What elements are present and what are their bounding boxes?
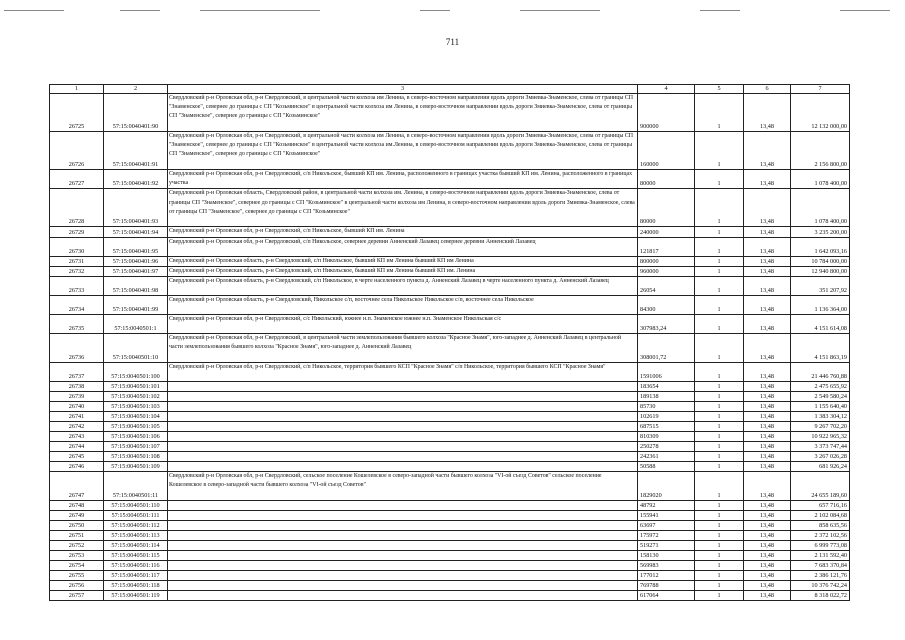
cadastral-number-cell: 57:15:0040501:108 [104, 452, 168, 462]
coefficient-cell: 1 [695, 452, 744, 462]
land-registry-table [49, 84, 850, 601]
row-number-cell: 26756 [50, 581, 104, 591]
value-cell: 1 383 304,12 [791, 412, 850, 422]
area-cell: 26054 [638, 277, 695, 296]
coefficient-cell: 1 [695, 315, 744, 334]
table-row [50, 412, 850, 422]
address-cell [168, 551, 638, 561]
column-header: 6 [744, 85, 791, 94]
rate-cell: 13,48 [744, 315, 791, 334]
rate-cell: 13,48 [744, 227, 791, 237]
area-cell: 121817 [638, 237, 695, 256]
cadastral-number-cell: 57:15:0040401:98 [104, 277, 168, 296]
address-cell: Свердловский р-н Орловская обл, р-н Свердловский, сельское поселение Кошелевское в северо-западной части бывшего колхоза "VI-ой съезд Советов" сельское поселение Кошелевское в северо-западной части бывшего колхоза "VI-ой съезд Советов" [168, 472, 638, 501]
cadastral-number-cell: 57:15:0040501:112 [104, 521, 168, 531]
coefficient-cell: 1 [695, 531, 744, 541]
rate-cell: 13,48 [744, 266, 791, 276]
value-cell: 2 156 800,00 [791, 132, 850, 170]
area-cell: 80000 [638, 170, 695, 189]
rate-cell: 13,48 [744, 551, 791, 561]
cadastral-number-cell: 57:15:0040501:117 [104, 571, 168, 581]
address-cell [168, 591, 638, 601]
column-header: 2 [104, 85, 168, 94]
table-row [50, 363, 850, 382]
rate-cell: 13,48 [744, 132, 791, 170]
coefficient-cell: 1 [695, 521, 744, 531]
coefficient-cell: 1 [695, 277, 744, 296]
row-number-cell: 26737 [50, 363, 104, 382]
coefficient-cell: 1 [695, 462, 744, 472]
area-cell: 84300 [638, 296, 695, 315]
table-row [50, 237, 850, 256]
coefficient-cell: 1 [695, 382, 744, 392]
page-number: 711 [445, 37, 460, 47]
coefficient-cell: 1 [695, 189, 744, 227]
rate-cell: 13,48 [744, 591, 791, 601]
row-number-cell: 26744 [50, 442, 104, 452]
value-cell: 10 784 000,00 [791, 256, 850, 266]
rate-cell: 13,48 [744, 237, 791, 256]
coefficient-cell: 1 [695, 132, 744, 170]
area-cell: 48792 [638, 501, 695, 511]
cadastral-number-cell: 57:15:0040401:92 [104, 170, 168, 189]
address-cell [168, 561, 638, 571]
rate-cell: 13,48 [744, 382, 791, 392]
value-cell: 2 386 121,76 [791, 571, 850, 581]
area-cell: 900000 [638, 94, 695, 132]
cadastral-number-cell: 57:15:0040501:103 [104, 402, 168, 412]
value-cell: 4 151 863,19 [791, 334, 850, 363]
address-cell [168, 571, 638, 581]
cadastral-number-cell: 57:15:0040501:107 [104, 442, 168, 452]
address-cell: Свердловский р-н Орловская обл, р-н Свердловский, в центральной части землепользования бывшего колхоза "Красное Знамя", юго-западнее д. Анненский Лазавец в центральной части землепользования бывшего колхоза "Красное Знамя", юго-западнее д. Анненский Лазавец [168, 334, 638, 363]
rate-cell: 13,48 [744, 277, 791, 296]
rate-cell: 13,48 [744, 452, 791, 462]
coefficient-cell: 1 [695, 237, 744, 256]
cadastral-number-cell: 57:15:0040401:99 [104, 296, 168, 315]
table-row [50, 392, 850, 402]
address-cell [168, 462, 638, 472]
rate-cell: 13,48 [744, 402, 791, 412]
area-cell: 158130 [638, 551, 695, 561]
address-cell: Свердловский р-н Орловская обл, р-н Свердловский, с/п Никольское, бывший КП им. Ленина [168, 227, 638, 237]
address-cell [168, 382, 638, 392]
row-number-cell: 26733 [50, 277, 104, 296]
value-cell: 2 131 592,40 [791, 551, 850, 561]
coefficient-cell: 1 [695, 334, 744, 363]
table-row [50, 511, 850, 521]
row-number-cell: 26725 [50, 94, 104, 132]
coefficient-cell: 1 [695, 392, 744, 402]
address-cell: Свердловский р-н Орловская область, р-н Свердловский, с/п Никольское, бывший КП им Ленина бывший КП им Ленина [168, 256, 638, 266]
table-row [50, 256, 850, 266]
row-number-cell: 26746 [50, 462, 104, 472]
row-number-cell: 26748 [50, 501, 104, 511]
rate-cell: 13,48 [744, 521, 791, 531]
address-cell [168, 432, 638, 442]
value-cell: 2 372 102,56 [791, 531, 850, 541]
address-cell: Свердловский р-н Орловская обл, р-н Свердловский, с/п Никольское, бывший КП им. Ленина, расположенного в границах участка бывший КП им. Ленина, расположенного в границах участка [168, 170, 638, 189]
area-cell: 160000 [638, 132, 695, 170]
cadastral-number-cell: 57:15:0040501:119 [104, 591, 168, 601]
table-row [50, 581, 850, 591]
rate-cell: 13,48 [744, 501, 791, 511]
area-cell: 308001,72 [638, 334, 695, 363]
row-number-cell: 26755 [50, 571, 104, 581]
value-cell: 351 207,92 [791, 277, 850, 296]
value-cell: 6 999 773,08 [791, 541, 850, 551]
area-cell: 80000 [638, 189, 695, 227]
value-cell: 858 635,56 [791, 521, 850, 531]
coefficient-cell: 1 [695, 541, 744, 551]
column-header: 5 [695, 85, 744, 94]
coefficient-cell: 1 [695, 363, 744, 382]
cadastral-number-cell: 57:15:0040501:106 [104, 432, 168, 442]
rate-cell: 13,48 [744, 392, 791, 402]
value-cell: 1 136 364,00 [791, 296, 850, 315]
table-row [50, 132, 850, 170]
value-cell: 7 683 370,84 [791, 561, 850, 571]
cadastral-number-cell: 57:15:0040501:104 [104, 412, 168, 422]
row-number-cell: 26750 [50, 521, 104, 531]
rate-cell: 13,48 [744, 422, 791, 432]
table-row [50, 94, 850, 132]
coefficient-cell: 1 [695, 296, 744, 315]
row-number-cell: 26729 [50, 227, 104, 237]
rate-cell: 13,48 [744, 412, 791, 422]
value-cell: 12 940 800,00 [791, 266, 850, 276]
row-number-cell: 26751 [50, 531, 104, 541]
coefficient-cell: 1 [695, 432, 744, 442]
table-row [50, 462, 850, 472]
address-cell [168, 501, 638, 511]
rate-cell: 13,48 [744, 334, 791, 363]
header-row [50, 85, 850, 94]
coefficient-cell: 1 [695, 256, 744, 266]
value-cell: 2 549 580,24 [791, 392, 850, 402]
row-number-cell: 26745 [50, 452, 104, 462]
coefficient-cell: 1 [695, 442, 744, 452]
cadastral-number-cell: 57:15:0040501:110 [104, 501, 168, 511]
address-cell [168, 521, 638, 531]
value-cell: 1 078 400,00 [791, 170, 850, 189]
area-cell: 960000 [638, 266, 695, 276]
row-number-cell: 26740 [50, 402, 104, 412]
address-cell: Свердловский р-н Орловская обл, р-н Свердловский, с/п Никольское, севернее деревни Анненский Лазавец севернее деревни Анненский Лазавец [168, 237, 638, 256]
rate-cell: 13,48 [744, 472, 791, 501]
row-number-cell: 26726 [50, 132, 104, 170]
table-row [50, 432, 850, 442]
value-cell: 3 267 026,28 [791, 452, 850, 462]
table-row [50, 266, 850, 276]
address-cell: Свердловский р-н Орловская область, р-н Свердловский, Никольское с/п, восточнее села Никольское Никольское с/п, восточнее села Никольское [168, 296, 638, 315]
area-cell: 687515 [638, 422, 695, 432]
area-cell: 1591006 [638, 363, 695, 382]
cadastral-number-cell: 57:15:0040401:94 [104, 227, 168, 237]
row-number-cell: 26741 [50, 412, 104, 422]
cadastral-number-cell: 57:15:0040401:97 [104, 266, 168, 276]
cadastral-number-cell: 57:15:0040501:111 [104, 511, 168, 521]
value-cell: 24 655 189,60 [791, 472, 850, 501]
table-row [50, 531, 850, 541]
value-cell: 10 922 965,32 [791, 432, 850, 442]
coefficient-cell: 1 [695, 511, 744, 521]
area-cell: 242361 [638, 452, 695, 462]
address-cell: Свердловский р-н Орловская обл, р-н Свердловский, с/п Никольское, территория бывшего КСП "Красное Знамя" с/п Никольское, территория бывшего КСП "Красное Знамя" [168, 363, 638, 382]
rate-cell: 13,48 [744, 531, 791, 541]
rate-cell: 13,48 [744, 541, 791, 551]
area-cell: 155941 [638, 511, 695, 521]
scan-artifact-strip [0, 10, 905, 16]
area-cell: 85730 [638, 402, 695, 412]
rate-cell: 13,48 [744, 170, 791, 189]
rate-cell: 13,48 [744, 432, 791, 442]
value-cell: 8 318 022,72 [791, 591, 850, 601]
cadastral-number-cell: 57:15:0040501:109 [104, 462, 168, 472]
area-cell: 183654 [638, 382, 695, 392]
cadastral-number-cell: 57:15:0040501:115 [104, 551, 168, 561]
cadastral-number-cell: 57:15:0040401:90 [104, 94, 168, 132]
row-number-cell: 26752 [50, 541, 104, 551]
coefficient-cell: 1 [695, 571, 744, 581]
address-cell [168, 531, 638, 541]
column-header: 7 [791, 85, 850, 94]
table-row [50, 382, 850, 392]
row-number-cell: 26739 [50, 392, 104, 402]
cadastral-number-cell: 57:15:0040501:113 [104, 531, 168, 541]
area-cell: 617064 [638, 591, 695, 601]
value-cell: 1 642 093,16 [791, 237, 850, 256]
coefficient-cell: 1 [695, 227, 744, 237]
area-cell: 50588 [638, 462, 695, 472]
area-cell: 175972 [638, 531, 695, 541]
coefficient-cell: 1 [695, 591, 744, 601]
table-row [50, 571, 850, 581]
address-cell: Свердловский р-н Орловская область, р-н Свердловский, с/п Никольское, в черте населенного пункта д. Анненский Лазавец в черте населенного пункта д. Анненский Лазавец [168, 277, 638, 296]
coefficient-cell: 1 [695, 266, 744, 276]
row-number-cell: 26730 [50, 237, 104, 256]
table-row [50, 551, 850, 561]
coefficient-cell: 1 [695, 402, 744, 412]
coefficient-cell: 1 [695, 472, 744, 501]
cadastral-number-cell: 57:15:0040501:116 [104, 561, 168, 571]
cadastral-number-cell: 57:15:0040501:118 [104, 581, 168, 591]
rate-cell: 13,48 [744, 511, 791, 521]
value-cell: 657 716,16 [791, 501, 850, 511]
row-number-cell: 26738 [50, 382, 104, 392]
address-cell [168, 402, 638, 412]
rate-cell: 13,48 [744, 296, 791, 315]
coefficient-cell: 1 [695, 561, 744, 571]
table-row [50, 442, 850, 452]
row-number-cell: 26734 [50, 296, 104, 315]
address-cell [168, 511, 638, 521]
rate-cell: 13,48 [744, 256, 791, 266]
address-cell: Свердловский р-н Орловская обл, р-н Свердловский, в центральной части колхоза им Ленина, в северо-восточном направлении вдоль дороги Змиевка-Знаменское, слева от границы СП "Знаменское", севернее до границы с СП "Козьминское" в центральной части колхоза им Ленина, в северо-восточном направлении вдоль дороги Змиевка-Знаменское, слева от границы СП "Знаменское", севернее до границы с СП "Козьминское" [168, 94, 638, 132]
row-number-cell: 26743 [50, 432, 104, 442]
area-cell: 519271 [638, 541, 695, 551]
rate-cell: 13,48 [744, 363, 791, 382]
address-cell [168, 392, 638, 402]
address-cell [168, 422, 638, 432]
area-cell: 63697 [638, 521, 695, 531]
coefficient-cell: 1 [695, 501, 744, 511]
table-row [50, 170, 850, 189]
area-cell: 307983,24 [638, 315, 695, 334]
rate-cell: 13,48 [744, 94, 791, 132]
area-cell: 250278 [638, 442, 695, 452]
address-cell [168, 412, 638, 422]
table-row [50, 402, 850, 412]
area-cell: 102619 [638, 412, 695, 422]
cadastral-number-cell: 57:15:0040401:93 [104, 189, 168, 227]
address-cell: Свердловский р-н Орловская обл, р-н Свердловский, в центральной части колхоза им Ленина, в северо-восточном направлении вдоль дороги Змиевка-Знаменское, слева от границы СП "Знаменское", севернее до границы с СП "Козьминское" в центральной части колхоза им.Ленина, в северо-восточном направлении вдоль дороги Змиевка-Знаменское, слева от границы СП "Знаменское", севернее до границы с СП "Козьминское" [168, 132, 638, 170]
column-header: 1 [50, 85, 104, 94]
value-cell: 1 078 400,00 [791, 189, 850, 227]
address-cell: Свердловский р-н Орловская обл, р-н Свердловский, с/с Никольский, южнее н.п. Знаменское южнее н.п. Знаменское Никольская с/с [168, 315, 638, 334]
value-cell: 10 376 742,24 [791, 581, 850, 591]
value-cell: 3 373 747,44 [791, 442, 850, 452]
table-body [50, 94, 850, 601]
column-header: 4 [638, 85, 695, 94]
cadastral-number-cell: 57:15:0040501:105 [104, 422, 168, 432]
row-number-cell: 26735 [50, 315, 104, 334]
address-cell [168, 442, 638, 452]
table-row [50, 422, 850, 432]
coefficient-cell: 1 [695, 422, 744, 432]
cadastral-number-cell: 57:15:0040401:95 [104, 237, 168, 256]
area-cell: 800000 [638, 256, 695, 266]
value-cell: 4 151 614,08 [791, 315, 850, 334]
row-number-cell: 26736 [50, 334, 104, 363]
row-number-cell: 26727 [50, 170, 104, 189]
address-cell: Свердловский р-н Орловская область, Свердловский район, в центральной части колхоза им. Ленина, в северо-восточном направлении вдоль дороги Змиевка-Знаменское, слева от границы СП "Знаменское", севернее до границы с СП "Козьминское" в центральной части колхоза им Ленина, в северо-восточном направлении вдоль дороги Змиевка-Знаменское, слева от границы СП "Знаменское", севернее до границы с СП "Козьминское" [168, 189, 638, 227]
coefficient-cell: 1 [695, 581, 744, 591]
area-cell: 769788 [638, 581, 695, 591]
value-cell: 2 102 084,68 [791, 511, 850, 521]
value-cell: 2 475 655,92 [791, 382, 850, 392]
row-number-cell: 26732 [50, 266, 104, 276]
value-cell: 3 235 200,00 [791, 227, 850, 237]
value-cell: 21 446 760,88 [791, 363, 850, 382]
rate-cell: 13,48 [744, 189, 791, 227]
cadastral-number-cell: 57:15:0040501:11 [104, 472, 168, 501]
row-number-cell: 26731 [50, 256, 104, 266]
table-row [50, 277, 850, 296]
cadastral-number-cell: 57:15:0040501:10 [104, 334, 168, 363]
area-cell: 240000 [638, 227, 695, 237]
cadastral-number-cell: 57:15:0040501:1 [104, 315, 168, 334]
cadastral-number-cell: 57:15:0040401:96 [104, 256, 168, 266]
row-number-cell: 26754 [50, 561, 104, 571]
table-row [50, 472, 850, 501]
table-row [50, 334, 850, 363]
coefficient-cell: 1 [695, 412, 744, 422]
coefficient-cell: 1 [695, 94, 744, 132]
value-cell: 12 132 000,00 [791, 94, 850, 132]
cadastral-number-cell: 57:15:0040501:101 [104, 382, 168, 392]
value-cell: 681 926,24 [791, 462, 850, 472]
cadastral-number-cell: 57:15:0040501:102 [104, 392, 168, 402]
cadastral-number-cell: 57:15:0040501:114 [104, 541, 168, 551]
address-cell [168, 581, 638, 591]
table-row [50, 227, 850, 237]
rate-cell: 13,48 [744, 442, 791, 452]
row-number-cell: 26749 [50, 511, 104, 521]
area-cell: 1829020 [638, 472, 695, 501]
rate-cell: 13,48 [744, 462, 791, 472]
address-cell: Свердловский р-н Орловская область, р-н Свердловский, с/п Никольское, бывший КП им Ленина бывший КП им. Ленина [168, 266, 638, 276]
area-cell: 569983 [638, 561, 695, 571]
coefficient-cell: 1 [695, 551, 744, 561]
rate-cell: 13,48 [744, 561, 791, 571]
address-cell [168, 452, 638, 462]
column-header: 3 [168, 85, 638, 94]
row-number-cell: 26728 [50, 189, 104, 227]
row-number-cell: 26757 [50, 591, 104, 601]
cadastral-number-cell: 57:15:0040401:91 [104, 132, 168, 170]
address-cell [168, 541, 638, 551]
table-row [50, 315, 850, 334]
area-cell: 189138 [638, 392, 695, 402]
area-cell: 177012 [638, 571, 695, 581]
table-row [50, 501, 850, 511]
value-cell: 9 267 702,20 [791, 422, 850, 432]
rate-cell: 13,48 [744, 571, 791, 581]
row-number-cell: 26747 [50, 472, 104, 501]
table-row [50, 296, 850, 315]
cadastral-number-cell: 57:15:0040501:100 [104, 363, 168, 382]
row-number-cell: 26742 [50, 422, 104, 432]
area-cell: 810309 [638, 432, 695, 442]
table-row [50, 561, 850, 571]
table-row [50, 591, 850, 601]
table-row [50, 541, 850, 551]
rate-cell: 13,48 [744, 581, 791, 591]
value-cell: 1 155 640,40 [791, 402, 850, 412]
table-row [50, 521, 850, 531]
coefficient-cell: 1 [695, 170, 744, 189]
row-number-cell: 26753 [50, 551, 104, 561]
table-row [50, 189, 850, 227]
table-row [50, 452, 850, 462]
